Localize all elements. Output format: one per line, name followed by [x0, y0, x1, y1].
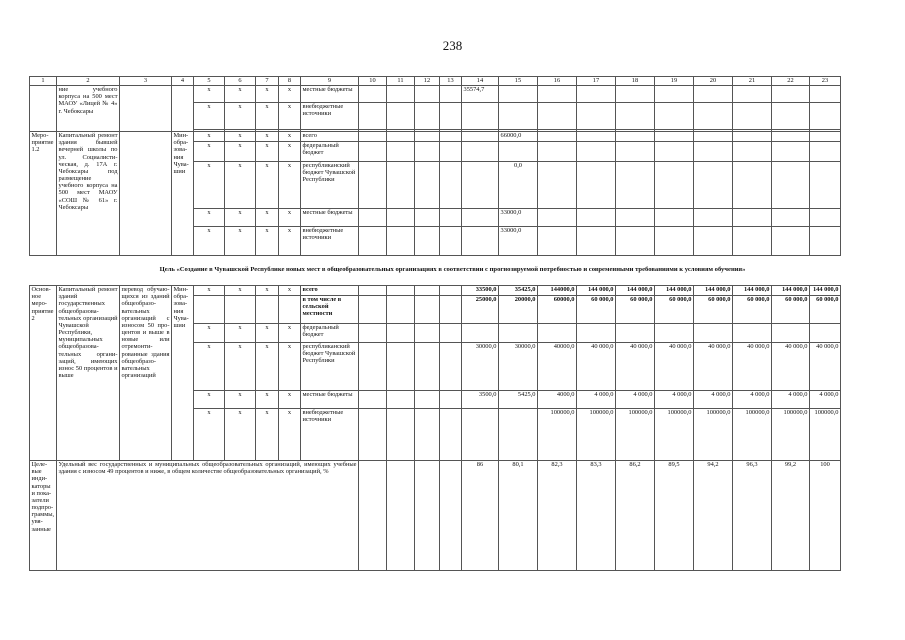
column-number: 12: [415, 77, 440, 86]
value-cell: 0,0: [499, 162, 538, 209]
value-cell: 40 000,0: [616, 343, 655, 391]
value-cell: 60 000,0: [733, 296, 772, 324]
value-cell: 60 000,0: [810, 296, 841, 324]
funding-source: в том числе в сельской местности: [301, 296, 359, 324]
value-cell: 144 000,0: [694, 286, 733, 296]
value-cell: 25000,0: [462, 296, 499, 324]
code-cell: х: [225, 286, 256, 296]
value-cell: 100000,0: [694, 409, 733, 461]
table-row: х х х х федеральный бюджет: [30, 142, 841, 162]
column-number: 8: [279, 77, 301, 86]
measure-number: Основное мероприятие 2: [30, 286, 57, 461]
value-cell: 60 000,0: [694, 296, 733, 324]
code-cell: [279, 296, 301, 324]
code-cell: х: [194, 324, 225, 343]
code-cell: х: [225, 409, 256, 461]
indicator-label: Целевые индикаторы и показатели подпрограммы, увязанные: [30, 461, 57, 571]
value-cell: 33000,0: [499, 209, 538, 227]
value-cell: 100000,0: [810, 409, 841, 461]
measure-number: Мероприятие 1.2: [30, 132, 57, 256]
code-cell: х: [225, 324, 256, 343]
column-number: 20: [694, 77, 733, 86]
code-cell: х: [194, 409, 225, 461]
table-row: х х х х местные бюджеты 33000,0: [30, 209, 841, 227]
indicator-value: 94,2: [694, 461, 733, 571]
indicator-value: 96,3: [733, 461, 772, 571]
funding-source: внебюджетные источники: [301, 409, 359, 461]
code-cell: х: [194, 286, 225, 296]
program-table-bottom: [29, 285, 841, 571]
value-cell: 33500,0: [462, 286, 499, 296]
value-cell: 60 000,0: [772, 296, 810, 324]
value-cell: 100000,0: [655, 409, 694, 461]
indicator-value: 100: [810, 461, 841, 571]
column-number: 2: [57, 77, 120, 86]
code-cell: х: [256, 409, 279, 461]
indicator-value: 86: [462, 461, 499, 571]
value-cell: 35574,7: [462, 86, 499, 103]
table-row: ние учебного корпуса на 500 мест МАОУ «Лицей № 4» г. Чебоксары х х х х местные бюджеты 35574,7: [30, 86, 841, 103]
code-cell: х: [256, 324, 279, 343]
column-number: 9: [301, 77, 359, 86]
value-cell: 4 000,0: [694, 391, 733, 409]
value-cell: [462, 409, 499, 461]
funding-source: федеральный бюджет: [301, 324, 359, 343]
value-cell: 4 000,0: [616, 391, 655, 409]
value-cell: 144 000,0: [733, 286, 772, 296]
column-number: 23: [810, 77, 841, 86]
program-table-top: [29, 76, 841, 256]
value-cell: 40 000,0: [655, 343, 694, 391]
code-cell: [194, 296, 225, 324]
value-cell: [499, 324, 538, 343]
value-cell: [694, 324, 733, 343]
value-cell: 144 000,0: [655, 286, 694, 296]
column-number: 5: [194, 77, 225, 86]
code-cell: х: [279, 343, 301, 391]
column-number: 22: [772, 77, 810, 86]
value-cell: 40000,0: [538, 343, 577, 391]
code-cell: [256, 296, 279, 324]
value-cell: 4 000,0: [772, 391, 810, 409]
value-cell: 100000,0: [538, 409, 577, 461]
code-cell: х: [194, 391, 225, 409]
value-cell: [655, 324, 694, 343]
value-cell: 60 000,0: [655, 296, 694, 324]
value-cell: 4 000,0: [655, 391, 694, 409]
funding-source: местные бюджеты: [301, 391, 359, 409]
indicator-value: 82,3: [538, 461, 577, 571]
indicator-value: 86,2: [616, 461, 655, 571]
column-number: 6: [225, 77, 256, 86]
funding-source: всего: [301, 132, 359, 142]
indicator-value: 99,2: [772, 461, 810, 571]
measure-description: ние учебного корпуса на 500 мест МАОУ «Лицей № 4» г. Чебоксары: [57, 86, 120, 132]
value-cell: 100000,0: [733, 409, 772, 461]
expected-result: перевод обучающихся из зданий общеобразовательных организаций с износом 50 процентов и выше в новые или отремонтированные здания общеобразовательных организаций: [120, 286, 172, 461]
executor: Минобразования Чувашии: [172, 286, 194, 461]
table-row: х х х х республиканский бюджет Чувашской Республики 0,0: [30, 162, 841, 209]
code-cell: х: [225, 343, 256, 391]
value-cell: [577, 324, 616, 343]
column-number: 3: [120, 77, 172, 86]
value-cell: 100000,0: [577, 409, 616, 461]
value-cell: [616, 324, 655, 343]
executor: Минобразования Чувашии: [172, 132, 194, 256]
column-number: 19: [655, 77, 694, 86]
value-cell: 40 000,0: [577, 343, 616, 391]
funding-source: всего: [301, 286, 359, 296]
value-cell: 60 000,0: [577, 296, 616, 324]
value-cell: 40 000,0: [772, 343, 810, 391]
code-cell: х: [194, 343, 225, 391]
page-number: 238: [442, 38, 463, 53]
value-cell: 20000,0: [499, 296, 538, 324]
value-cell: 60000,0: [538, 296, 577, 324]
value-cell: 4 000,0: [733, 391, 772, 409]
table-row: х х х х внебюджетные источники: [30, 103, 841, 130]
code-cell: х: [256, 391, 279, 409]
value-cell: 144000,0: [538, 286, 577, 296]
indicator-value: 89,5: [655, 461, 694, 571]
code-cell: х: [279, 286, 301, 296]
code-cell: х: [256, 286, 279, 296]
column-number: 10: [359, 77, 387, 86]
table-row: х х х х внебюджетные источники 33000,0: [30, 227, 841, 256]
column-number-row: [30, 77, 841, 86]
indicator-value: 80,1: [499, 461, 538, 571]
value-cell: 4 000,0: [810, 391, 841, 409]
column-number: 17: [577, 77, 616, 86]
value-cell: 144 000,0: [772, 286, 810, 296]
column-number: 13: [440, 77, 462, 86]
goal-heading: Цель «Создание в Чувашской Республике новых мест в общеобразовательных организациях в соответствии с прогнозируемой потребностью и современными требованиями к условиям обучения»: [159, 266, 746, 273]
value-cell: 3500,0: [462, 391, 499, 409]
funding-source: местные бюджеты: [301, 86, 359, 103]
code-cell: х: [256, 343, 279, 391]
column-number: 11: [387, 77, 415, 86]
value-cell: [733, 324, 772, 343]
column-number: 7: [256, 77, 279, 86]
value-cell: 66000,0: [499, 132, 538, 142]
measure-description: Капитальный ремонт зданий государственных общеобразовательных организаций Чувашской Республики, муниципальных общеобразовательных организаций, имеющих износ 50 процентов и выше: [57, 286, 120, 461]
value-cell: [810, 324, 841, 343]
value-cell: 33000,0: [499, 227, 538, 256]
value-cell: 40 000,0: [694, 343, 733, 391]
column-number: 18: [616, 77, 655, 86]
funding-source: федеральный бюджет: [301, 142, 359, 162]
funding-source: республиканский бюджет Чувашской Республики: [301, 162, 359, 209]
indicator-value: 83,3: [577, 461, 616, 571]
value-cell: 60 000,0: [616, 296, 655, 324]
value-cell: [499, 409, 538, 461]
column-number: 14: [462, 77, 499, 86]
code-cell: х: [279, 391, 301, 409]
column-number: 1: [30, 77, 57, 86]
value-cell: 100000,0: [616, 409, 655, 461]
column-number: 15: [499, 77, 538, 86]
funding-source: республиканский бюджет Чувашской Республики: [301, 343, 359, 391]
value-cell: 100000,0: [772, 409, 810, 461]
value-cell: 4000,0: [538, 391, 577, 409]
value-cell: 30000,0: [499, 343, 538, 391]
value-cell: [772, 324, 810, 343]
value-cell: [538, 324, 577, 343]
value-cell: [462, 324, 499, 343]
indicator-description: Удельный вес государственных и муниципальных общеобразовательных организаций, имеющих учебные здания с износом 49 процентов и ниже, в общем количестве общеобразовательных организаций, %: [57, 461, 359, 571]
code-cell: [225, 296, 256, 324]
code-cell: х: [279, 409, 301, 461]
value-cell: 35425,0: [499, 286, 538, 296]
code-cell: х: [225, 391, 256, 409]
value-cell: 40 000,0: [733, 343, 772, 391]
value-cell: 30000,0: [462, 343, 499, 391]
indicator-row: [30, 461, 841, 571]
column-number: 16: [538, 77, 577, 86]
column-number: 4: [172, 77, 194, 86]
column-number: 21: [733, 77, 772, 86]
code-cell: х: [279, 324, 301, 343]
measure-description: Капитальный ремонт здания бывшей вечерней школы по ул. Социалистическая, д. 17А г. Чебоксары под размещение учебного корпуса на 500 мест МАОУ «СОШ № 61» г. Чебоксары: [57, 132, 120, 256]
value-cell: 144 000,0: [810, 286, 841, 296]
value-cell: 144 000,0: [577, 286, 616, 296]
value-cell: 144 000,0: [616, 286, 655, 296]
funding-source: местные бюджеты: [301, 209, 359, 227]
value-cell: 5425,0: [499, 391, 538, 409]
table-row: [30, 286, 841, 296]
funding-source: внебюджетные источники: [301, 103, 359, 130]
table-row: Мероприятие 1.2 Капитальный ремонт здания бывшей вечерней школы по ул. Социалистическая, д. 17А г. Чебоксары под размещение учебного корпуса на 500 мест МАОУ «СОШ № 61» г. Чебоксары Минобразования Чувашии х х х х всего 66000,0: [30, 132, 841, 142]
value-cell: 40 000,0: [810, 343, 841, 391]
value-cell: 4 000,0: [577, 391, 616, 409]
funding-source: внебюджетные источники: [301, 227, 359, 256]
